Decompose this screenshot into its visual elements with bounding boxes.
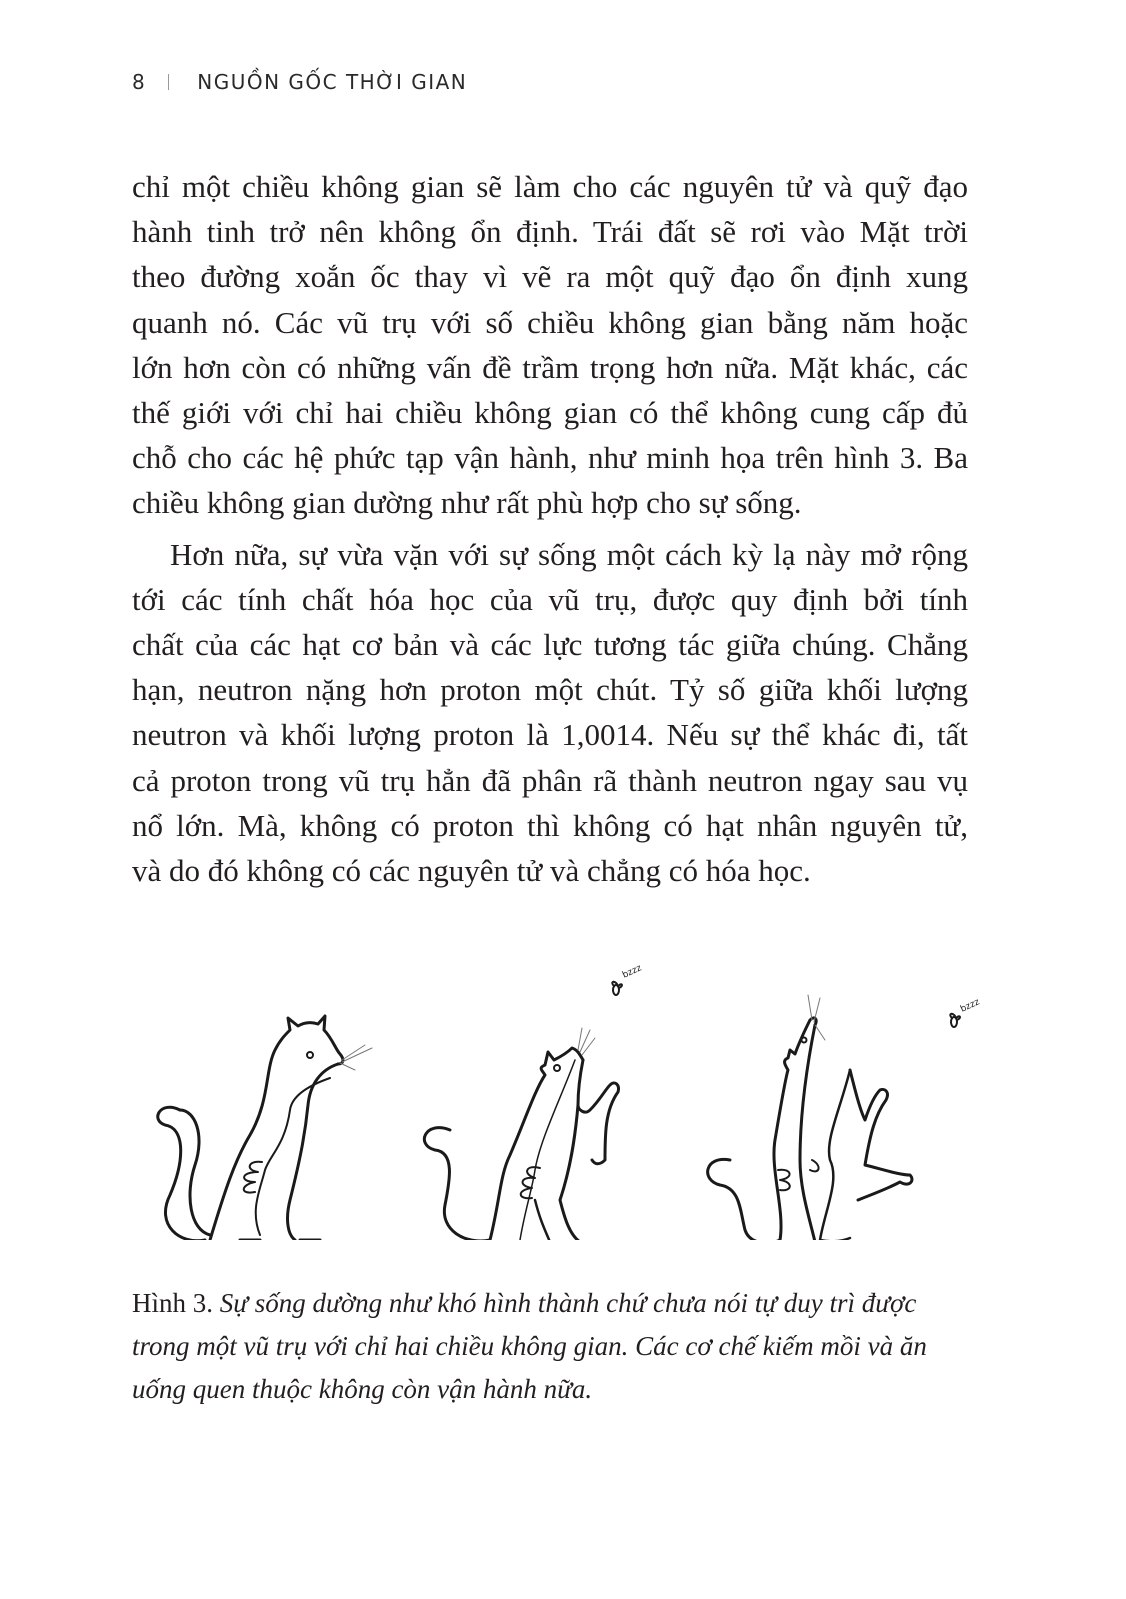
caption-line: trong một vũ trụ với chỉ hai chiều không gian. Các cơ chế kiếm mồi và ăn: [132, 1331, 927, 1361]
caption-line: [132, 1282, 968, 1325]
text-line: neutron và khối lượng proton là 1,0014. Nếu sự thể khác đi, tất: [132, 717, 968, 753]
buzz-text: bzzz: [621, 963, 644, 981]
book-title: NGUỒN GỐC THỜI GIAN: [197, 70, 468, 94]
cat-1-icon: [158, 1016, 372, 1240]
caption-line: uống quen thuộc không còn vận hành nữa.: [132, 1374, 593, 1404]
text-line: chỗ cho các hệ phức tạp vận hành, như minh họa trên hình 3. Ba: [132, 440, 968, 476]
text-line: cả proton trong vũ trụ hẳn đã phân rã thành neutron ngay sau vụ: [132, 762, 968, 798]
text-line: và do đó không có các nguyên tử và chẳng có hóa học.: [132, 853, 811, 889]
text-line: hành tinh trở nên không ổn định. Trái đất sẽ rơi vào Mặt trời: [132, 214, 968, 250]
fly-icon: [950, 997, 981, 1027]
caption-label: Hình 3.: [132, 1288, 213, 1318]
text-line: nổ lớn. Mà, không có proton thì không có hạt nhân nguyên tử,: [132, 807, 968, 843]
page-number: 8: [132, 70, 147, 94]
running-header: [132, 70, 467, 94]
paragraph-2: [132, 532, 968, 894]
text-line: quanh nó. Các vũ trụ với số chiều không gian bằng năm hoặc: [132, 304, 968, 340]
text-line: hạn, neutron nặng hơn proton một chút. Tỷ số giữa khối lượng: [132, 672, 968, 708]
text-line: lớn hơn còn có những vấn đề trầm trọng hơn nữa. Mặt khác, các: [132, 349, 968, 385]
fly-icon: [612, 963, 643, 995]
text-line: chất của các hạt cơ bản và các lực tương tác giữa chúng. Chẳng: [132, 627, 968, 663]
caption-text: Sự sống dường như khó hình thành chứ chưa nói tự duy trì được: [219, 1288, 917, 1318]
body-text: [132, 164, 968, 893]
figure-3-illustration: [140, 960, 990, 1240]
cat-3-icon: [708, 995, 912, 1240]
text-line: Hơn nữa, sự vừa vặn với sự sống một cách kỳ lạ này mở rộng: [170, 536, 968, 572]
text-line: theo đường xoắn ốc thay vì vẽ ra một quỹ đạo ổn định xung: [132, 259, 968, 295]
figure-caption: [132, 1282, 968, 1411]
text-line: thế giới với chỉ hai chiều không gian có thể không cung cấp đủ: [132, 395, 968, 431]
text-line: chiều không gian dường như rất phù hợp cho sự sống.: [132, 485, 802, 521]
text-line: chỉ một chiều không gian sẽ làm cho các nguyên tử và quỹ đạo: [132, 169, 968, 204]
text-line: tới các tính chất hóa học của vũ trụ, được quy định bởi tính: [132, 581, 968, 617]
header-divider: [168, 74, 169, 90]
two-dimensional-cats-illustration: [140, 960, 990, 1240]
paragraph-1: [132, 164, 968, 526]
cat-2-icon: [424, 1028, 618, 1240]
buzz-text: bzzz: [959, 997, 982, 1015]
